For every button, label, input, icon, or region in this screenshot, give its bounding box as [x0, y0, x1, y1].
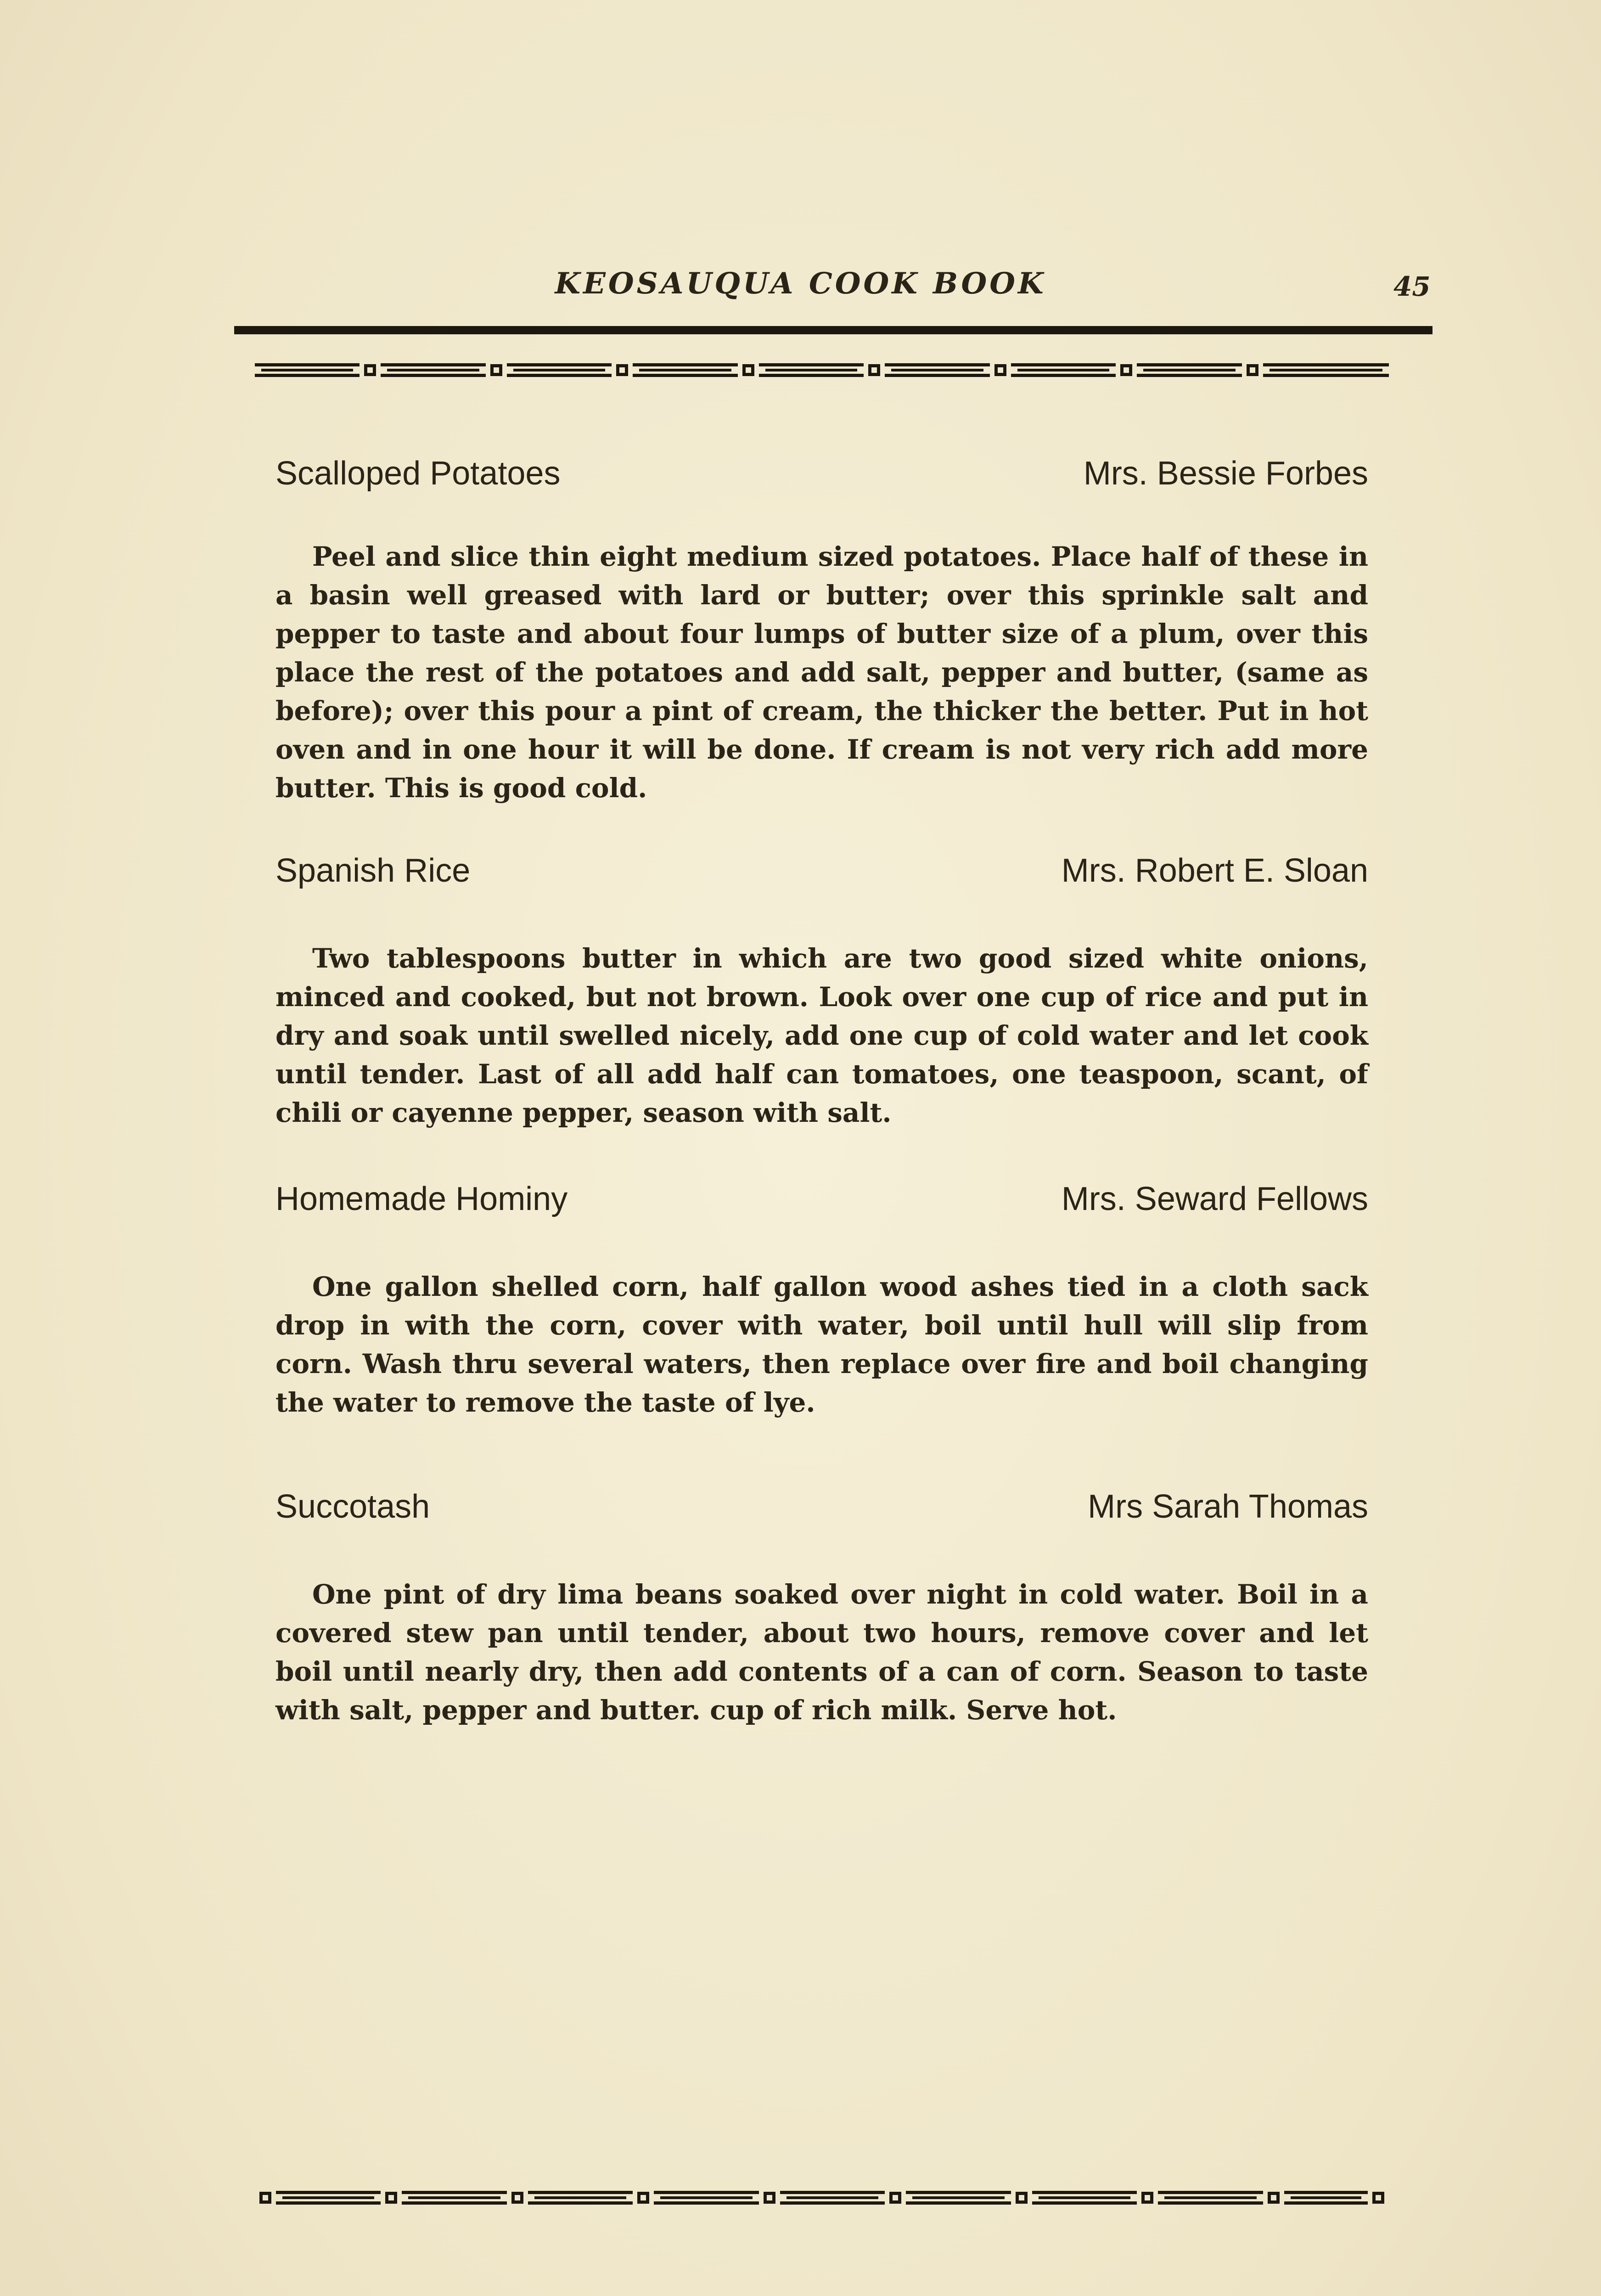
recipe-text: One pint of dry lima beans soaked over night in cold water. Boil in a covered stew pan until tender, about two hours, remove cover and let boil until nearly dry, then add contents of a can of corn. Season to taste with salt, pepper and butter. cup of rich milk. Serve hot.	[275, 1579, 1368, 1726]
bottom-ornamental-border	[255, 2188, 1389, 2207]
recipe-title: Homemade Hominy	[275, 1181, 568, 1217]
recipe-text: Peel and slice thin eight medium sized potatoes. Place half of these in a basin well greased with lard or butter; over this sprinkle salt and pepper to taste and about four lumps of butter size of a plum, over this place the rest of the potatoes and add salt, pepper and butter, (same as before); over this pour a pint of cream, the thicker the better. Put in hot oven and in one hour it will be done. If cream is not very rich add more butter. This is good cold.	[275, 541, 1368, 804]
recipe-author: Mrs. Seward Fellows	[1061, 1181, 1368, 1217]
page-number: 45	[1393, 271, 1431, 302]
recipe-list	[275, 455, 1368, 1763]
recipe-title: Spanish Rice	[275, 852, 471, 889]
running-head	[0, 257, 1601, 312]
header-rule	[234, 326, 1432, 334]
recipe-succotash	[275, 1488, 1368, 1763]
recipe-text: One gallon shelled corn, half gallon wood ashes tied in a cloth sack drop in with the corn, cover with water, boil until hull will slip from corn. Wash thru several waters, then replace over fire and boil changing the water to remove the taste of lye.	[275, 1271, 1368, 1418]
recipe-spanish-rice	[275, 852, 1368, 1180]
recipe-title: Succotash	[275, 1488, 430, 1525]
recipe-heading	[275, 455, 1368, 510]
top-ornamental-border	[255, 360, 1389, 380]
recipe-text: Two tablespoons butter in which are two good sized white onions, minced and cooked, but not brown. Look over one cup of rice and put in dry and soak until swelled nicely, add one cup of cold water and let cook until tender. Last of all add half can tomatoes, one teaspoon, scant, of chili or cayenne pepper, season with salt.	[275, 943, 1368, 1128]
recipe-title: Scalloped Potatoes	[275, 455, 561, 492]
book-title: KEOSAUQUA COOK BOOK	[555, 266, 1046, 301]
recipe-heading	[275, 1180, 1368, 1235]
recipe-scalloped-potatoes	[275, 455, 1368, 852]
recipe-heading	[275, 1488, 1368, 1543]
recipe-author: Mrs. Bessie Forbes	[1083, 455, 1368, 492]
recipe-author: Mrs Sarah Thomas	[1088, 1488, 1368, 1525]
recipe-homemade-hominy	[275, 1180, 1368, 1488]
recipe-author: Mrs. Robert E. Sloan	[1061, 852, 1368, 889]
recipe-heading	[275, 852, 1368, 907]
